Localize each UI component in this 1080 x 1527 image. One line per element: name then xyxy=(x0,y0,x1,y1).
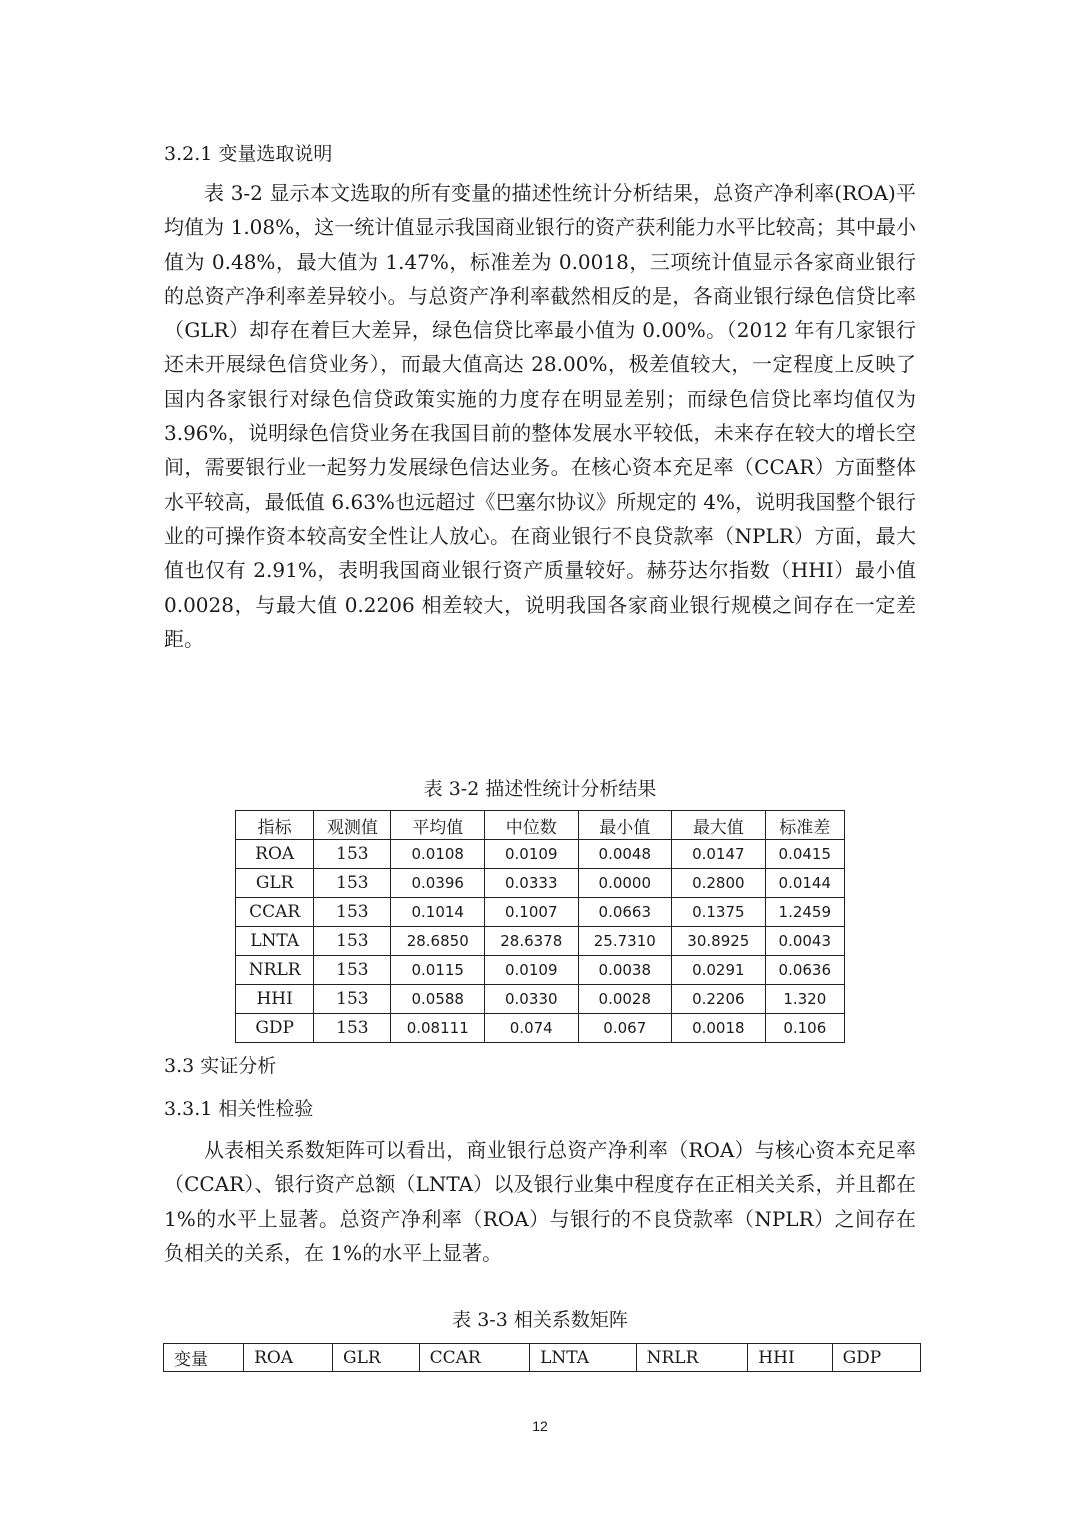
table-cell: 0.0291 xyxy=(672,956,766,985)
col-header: 指标 xyxy=(236,811,314,840)
table-cell: 0.0663 xyxy=(578,898,672,927)
col-header: GDP xyxy=(832,1344,920,1372)
table-cell: 0.0048 xyxy=(578,840,672,869)
table-cell: ROA xyxy=(236,840,314,869)
col-header: NRLR xyxy=(636,1344,748,1372)
col-header: ROA xyxy=(244,1344,333,1372)
col-header: GLR xyxy=(333,1344,420,1372)
table-cell: 0.0109 xyxy=(484,956,578,985)
table-cell: 28.6850 xyxy=(391,927,485,956)
col-header: 变量 xyxy=(164,1344,244,1372)
table-cell: 1.2459 xyxy=(765,898,844,927)
table-cell: 0.0000 xyxy=(578,869,672,898)
section-heading-3-3-1: 3.3.1 相关性检验 xyxy=(164,1098,314,1120)
table-row xyxy=(236,869,845,898)
table-cell: 0.0636 xyxy=(765,956,844,985)
table-row xyxy=(236,840,845,869)
table-cell: 0.0333 xyxy=(484,869,578,898)
col-header: 观测值 xyxy=(314,811,391,840)
table-cell: 153 xyxy=(314,985,391,1014)
table-cell: HHI xyxy=(236,985,314,1014)
table-cell: LNTA xyxy=(236,927,314,956)
table-cell: 0.0043 xyxy=(765,927,844,956)
table-cell: 0.0115 xyxy=(391,956,485,985)
table-cell: 0.0018 xyxy=(672,1014,766,1043)
paragraph-2-text: 从表相关系数矩阵可以看出，商业银行总资产净利率（ROA）与核心资本充足率（CCAR）、银行资产总额（LNTA）以及银行业集中程度存在正相关关系，并且都在 1%的水平上显著。总资产净利率（ROA）与银行的不良贷款率（NPLR）之间存在负相关的关系，在 1%的水平上显著。 xyxy=(164,1138,916,1265)
table-row xyxy=(236,898,845,927)
table-header-row xyxy=(236,811,845,840)
table-cell: 0.0028 xyxy=(578,985,672,1014)
table-cell: GLR xyxy=(236,869,314,898)
table-cell: 0.08111 xyxy=(391,1014,485,1043)
table-cell: 0.0147 xyxy=(672,840,766,869)
table-cell: 28.6378 xyxy=(484,927,578,956)
table-row xyxy=(236,1014,845,1043)
table-cell: 0.0588 xyxy=(391,985,485,1014)
table-3-3-caption: 表 3-3 相关系数矩阵 xyxy=(452,1309,628,1331)
correlation-matrix-table xyxy=(163,1343,921,1372)
table-cell: 0.0038 xyxy=(578,956,672,985)
table-cell: NRLR xyxy=(236,956,314,985)
table-cell: 0.067 xyxy=(578,1014,672,1043)
col-header: 最小值 xyxy=(578,811,672,840)
col-header: 中位数 xyxy=(484,811,578,840)
table-cell: 153 xyxy=(314,927,391,956)
table-cell: 0.106 xyxy=(765,1014,844,1043)
paragraph-1-text: 表 3-2 显示本文选取的所有变量的描述性统计分析结果，总资产净利率(ROA)平均值为 1.08%，这一统计值显示我国商业银行的资产获利能力水平比较高；其中最小值为 0.48%，最大值为 1.47%，标准差为 0.0018，三项统计值显示各家商业银行的总资产净利率差异较小。与总资产净利率截然相反的是，各商业银行绿色信贷比率（GLR）却存在着巨大差异，绿色信贷比率最小值为 0.00%。（2012 年有几家银行还未开展绿色信贷业务），而最大值高达 28.00%，极差值较大，一定程度上反映了国内各家银行对绿色信贷政策实施的力度存在明显差别；而绿色信贷比率均值仅为 3.96%，说明绿色信贷业务在我国目前的整体发展水平较低，未来存在较大的增长空间，需要银行业一起努力发展绿色信达业务。在核心资本充足率（CCAR）方面整体水平较高，最低值 6.63%也远超过《巴塞尔协议》所规定的 4%，说明我国整个银行业的可操作资本较高安全性让人放心。在商业银行不良贷款率（NPLR）方面，最大值也仅有 2.91%，表明我国商业银行资产质量较好。赫芬达尔指数（HHI）最小值 0.0028，与最大值 0.2206 相差较大，说明我国各家商业银行规模之间存在一定差距。 xyxy=(164,181,916,651)
table-cell: 0.0396 xyxy=(391,869,485,898)
col-header: 标准差 xyxy=(765,811,844,840)
table-cell: 0.0109 xyxy=(484,840,578,869)
table-cell: 153 xyxy=(314,898,391,927)
paragraph-descriptive-stats xyxy=(164,176,916,656)
table-cell: 0.0108 xyxy=(391,840,485,869)
paragraph-correlation xyxy=(164,1133,916,1270)
table-cell: 30.8925 xyxy=(672,927,766,956)
table-header-row xyxy=(164,1344,921,1372)
table-cell: 153 xyxy=(314,840,391,869)
table-cell: 153 xyxy=(314,956,391,985)
table-cell: 1.320 xyxy=(765,985,844,1014)
page-number: 12 xyxy=(532,1418,548,1434)
col-header: HHI xyxy=(748,1344,832,1372)
section-heading-3-2-1: 3.2.1 变量选取说明 xyxy=(164,143,333,165)
table-row xyxy=(236,956,845,985)
descriptive-stats-table xyxy=(235,810,845,1043)
table-cell: GDP xyxy=(236,1014,314,1043)
table-cell: 0.2206 xyxy=(672,985,766,1014)
table-cell: 0.2800 xyxy=(672,869,766,898)
table-cell: 0.074 xyxy=(484,1014,578,1043)
table-row xyxy=(236,927,845,956)
col-header: 最大值 xyxy=(672,811,766,840)
table-3-2-caption: 表 3-2 描述性统计分析结果 xyxy=(423,778,657,800)
table-row xyxy=(236,985,845,1014)
col-header: CCAR xyxy=(419,1344,529,1372)
table-cell: 0.1014 xyxy=(391,898,485,927)
section-heading-3-3: 3.3 实证分析 xyxy=(164,1055,277,1077)
col-header: 平均值 xyxy=(391,811,485,840)
table-cell: 153 xyxy=(314,1014,391,1043)
table-cell: 0.1375 xyxy=(672,898,766,927)
table-cell: 0.0415 xyxy=(765,840,844,869)
table-cell: CCAR xyxy=(236,898,314,927)
table-cell: 0.1007 xyxy=(484,898,578,927)
table-cell: 153 xyxy=(314,869,391,898)
table-cell: 0.0144 xyxy=(765,869,844,898)
table-cell: 25.7310 xyxy=(578,927,672,956)
table-cell: 0.0330 xyxy=(484,985,578,1014)
col-header: LNTA xyxy=(530,1344,637,1372)
